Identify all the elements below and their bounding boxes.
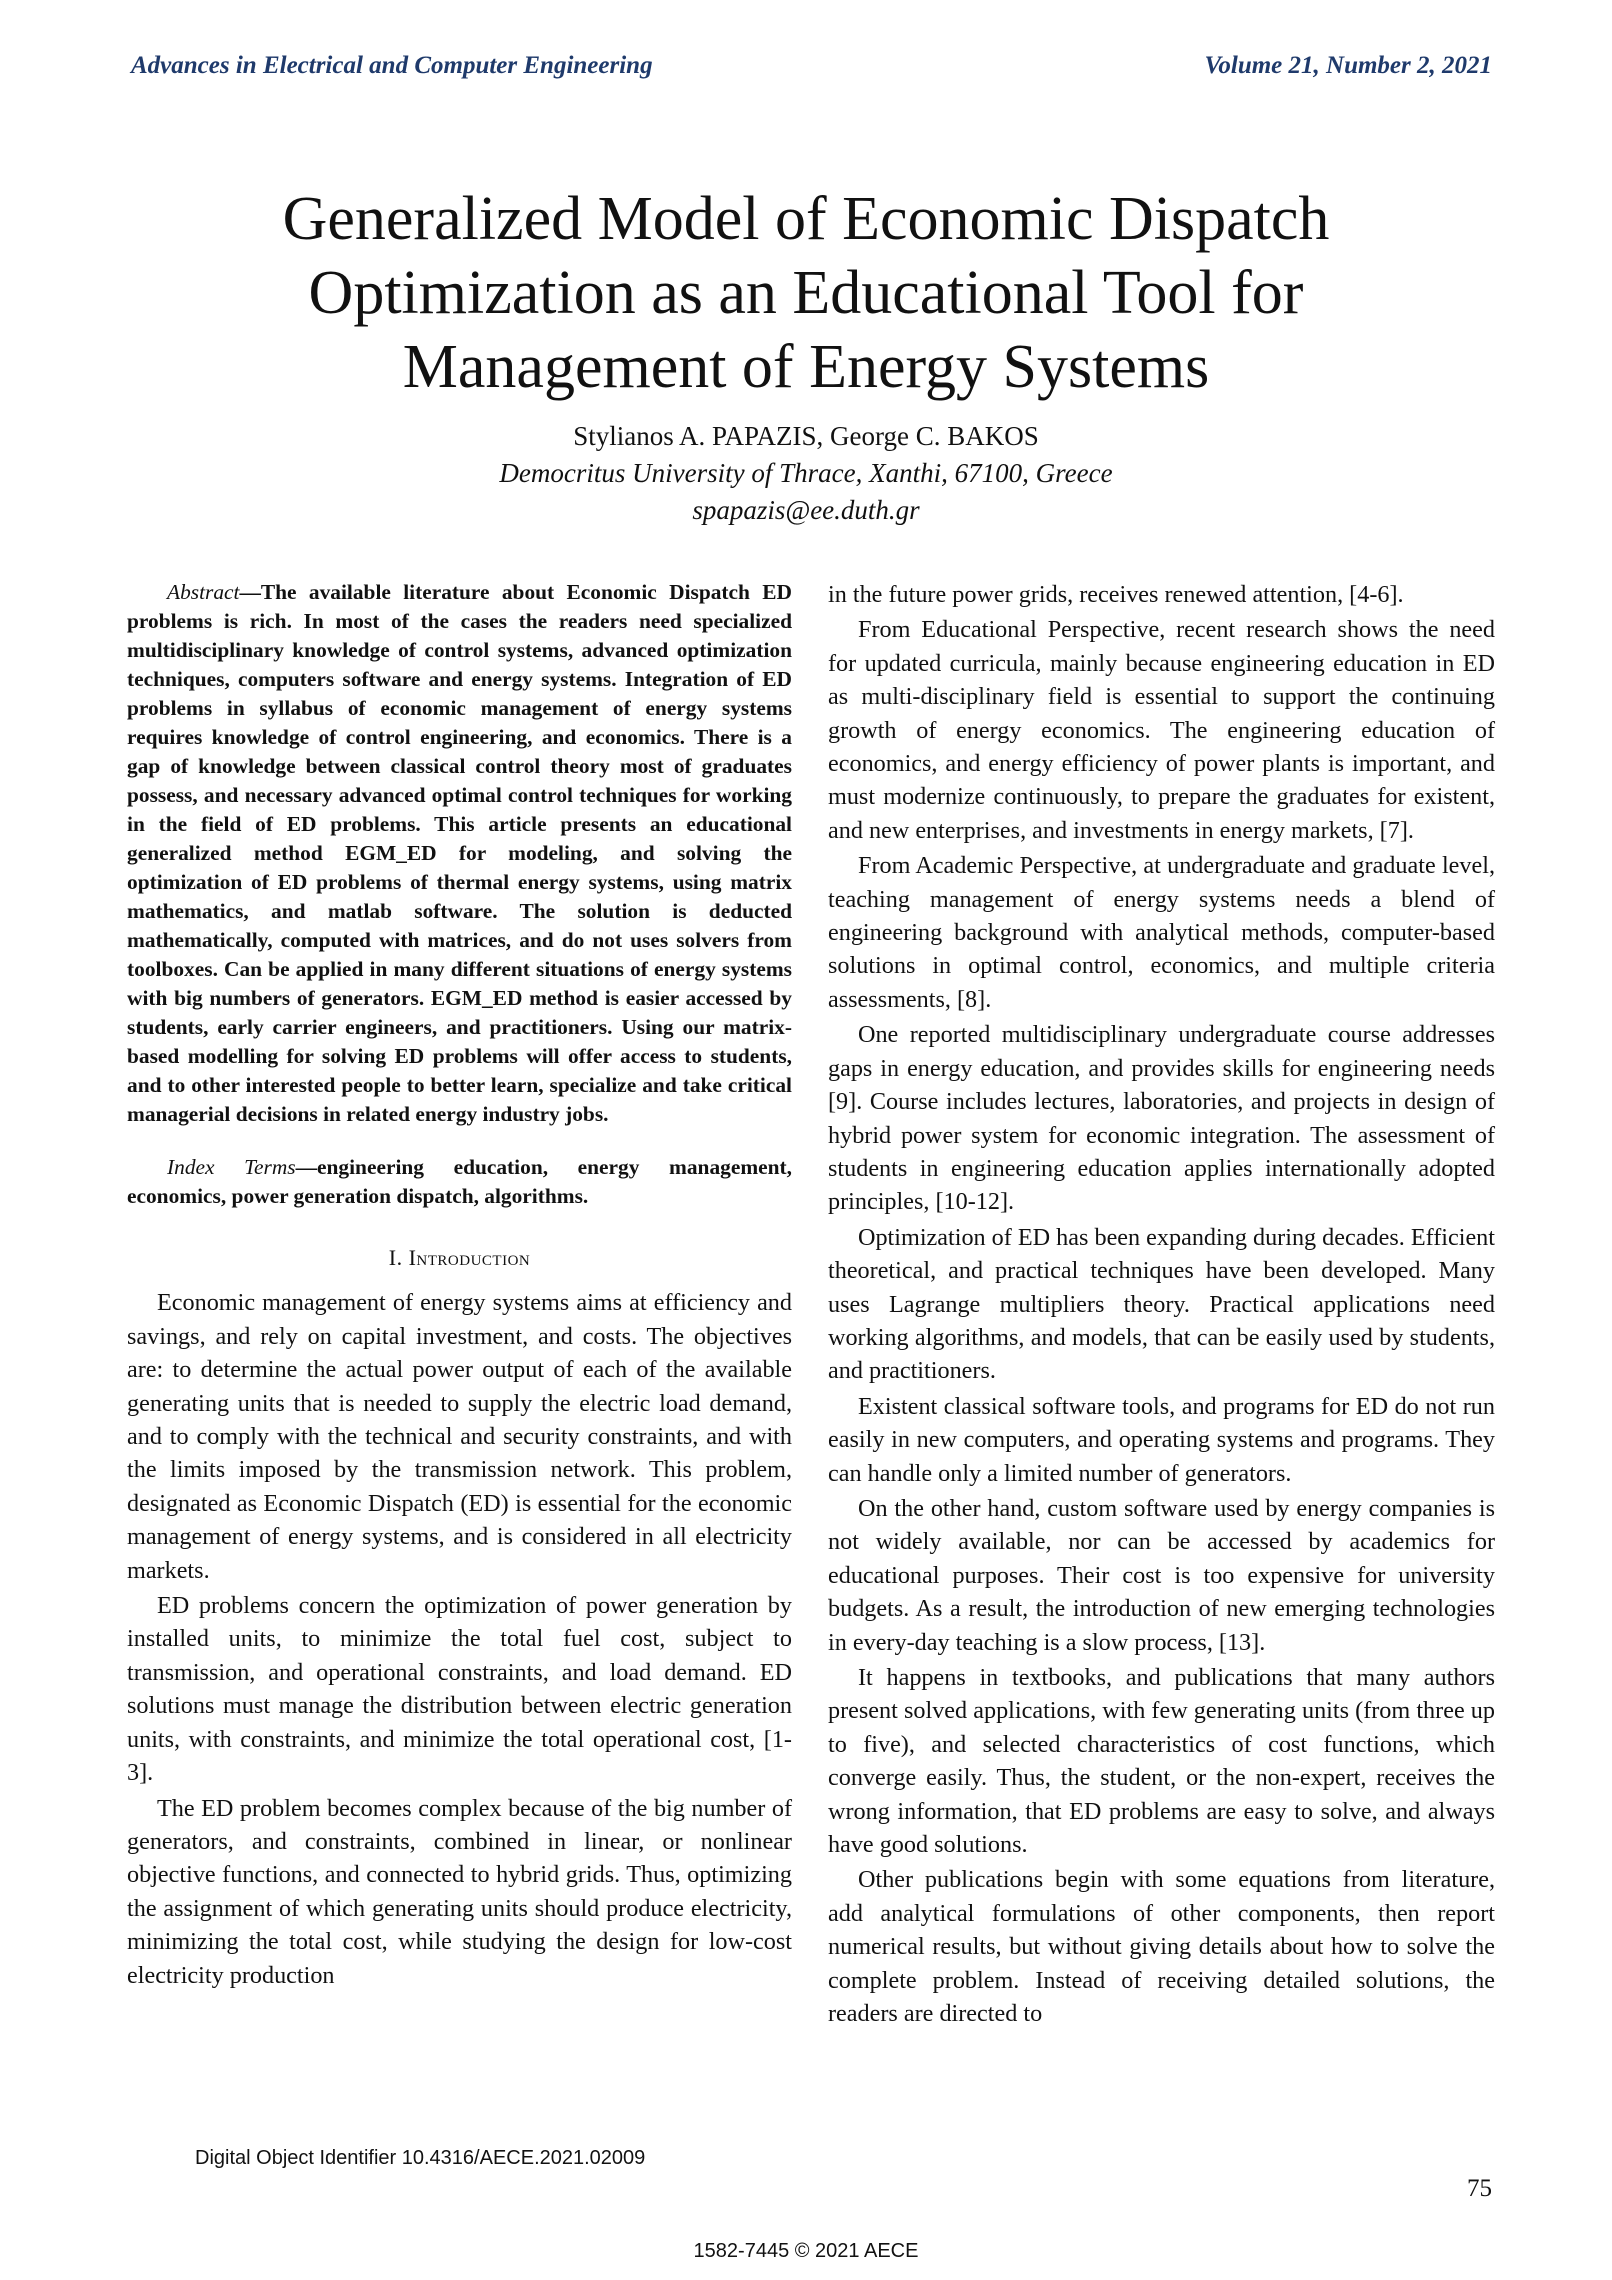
author-email: spapazis@ee.duth.gr [692, 495, 920, 525]
paragraph: From Academic Perspective, at undergraduate and graduate level, teaching management of energy systems needs a blend of engineering background with analytical methods, computer-based solutions in optimal control, economics, and multiple criteria assessments, [8]. [828, 852, 1495, 1013]
volume-info: Volume 21, Number 2, 2021 [1204, 52, 1492, 79]
abstract [127, 578, 792, 1129]
paragraph: The ED problem becomes complex because of the big number of generators, and constraints, combined in linear, or nonlinear objective functions, and connected to hybrid grids. Thus, optimizing the assignment of which generating units should produce electricity, minimizing the total cost, while studying the design for low-cost electricity production [127, 1794, 792, 1989]
paragraph: Economic management of energy systems aims at efficiency and savings, and rely on capital investment, and costs. The objectives are: to determine the actual power output of each of the available generating units that is needed to supply the electric load demand, and to comply with the technical and security constraints, and with the limits imposed by the transmission network. This problem, designated as Economic Dispatch (ED) is essential for the economic management of energy systems, and is considered in all electricity markets. [127, 1289, 792, 1584]
paragraph: in the future power grids, receives renewed attention, [4-6]. [828, 581, 1404, 608]
paragraph: Other publications begin with some equations from literature, add analytical formulations of other components, then report numerical results, but without giving details about how to solve the complete problem. Instead of receiving detailed solutions, the readers are directed to [828, 1866, 1495, 2028]
issn-copyright: 1582-7445 © 2021 AECE [693, 2240, 919, 2262]
section-title: Introduction [408, 1245, 531, 1270]
paragraph: On the other hand, custom software used by energy companies is not widely available, nor can be accessed by academics for educational purposes. Their cost is too expensive for university budgets. As a result, the introduction of new emerging technologies in every-day teaching is a slow process, [13]. [828, 1494, 1495, 1656]
authors: Stylianos A. PAPAZIS, George C. BAKOS [573, 421, 1039, 451]
affiliation: Democritus University of Thrace, Xanthi, 67100, Greece [499, 458, 1113, 488]
right-column [828, 578, 1495, 2030]
index-terms [127, 1153, 792, 1211]
abstract-label: Abstract [167, 580, 240, 604]
doi: Digital Object Identifier 10.4316/AECE.2021.02009 [195, 2147, 646, 2169]
paragraph: One reported multidisciplinary undergraduate course addresses gaps in energy education, and provides skills for engineering needs [9]. Course includes lectures, laboratories, and projects in design of hybrid power system for economic integration. The assessment of students in engineering education applies internationally adopted principles, [10-12]. [828, 1021, 1495, 1216]
section-number: I. [388, 1245, 403, 1270]
paragraph: From Educational Perspective, recent research shows the need for updated curricula, mainly because engineering education in ED as multi-disciplinary field is essential to support the continuing growth of energy economics. The engineering education of economics, and energy efficiency of power plants is important, and must modernize continuously, to prepare the graduates for existent, and new enterprises, and investments in energy markets, [7]. [828, 616, 1495, 844]
paragraph: ED problems concern the optimization of power generation by installed units, to minimize the total fuel cost, subject to transmission, and operational constraints, and load demand. ED solutions must manage the distribution between electric generation units, with constraints, and minimize the total operational cost, [1-3]. [127, 1592, 792, 1787]
index-terms-text: —engineering education, energy management, economics, power generation dispatch, algorithms. [127, 1155, 793, 1208]
paragraph: It happens in textbooks, and publications that many authors present solved applications, with few generating units (from three up to five), and selected characteristics of cost functions, which converge easily. Thus, the student, or the non-expert, receives the wrong information, that ED problems are easy to solve, and always have good solutions. [828, 1664, 1495, 1859]
section-heading [127, 1241, 792, 1274]
paragraph: Existent classical software tools, and programs for ED do not run easily in new computers, and operating systems and programs. They can handle only a limited number of generators. [828, 1392, 1495, 1487]
abstract-text: —The available literature about Economic Dispatch ED problems is rich. In most of the cases the readers need specialized multidisciplinary knowledge of control systems, advanced optimization techniques, computers software and energy systems. Integration of ED problems in syllabus of economic management of energy systems requires knowledge of control engineering, and economics. There is a gap of knowledge between classical control theory most of graduates possess, and necessary advanced optimal control techniques for working in the field of ED problems. This article presents an educational generalized method EGM_ED for modeling, and solving the optimization of ED problems of thermal energy systems, using matrix mathematics, and matlab software. The solution is deducted mathematically, computed with matrices, and do not uses solvers from toolboxes. Can be applied in many different situations of energy systems with big numbers of generators. EGM_ED method is easier accessed by students, early carrier engineers, and practitioners. Using our matrix-based modelling for solving ED problems will offer access to students, and to other interested people to better learn, specialize and take critical managerial decisions in related energy industry jobs. [127, 580, 792, 1126]
index-terms-label: Index Terms [167, 1155, 296, 1179]
page-number: 75 [1467, 2175, 1492, 2202]
left-column [127, 578, 792, 1992]
paragraph: Optimization of ED has been expanding during decades. Efficient theoretical, and practical techniques have been developed. Many uses Lagrange multipliers theory. Practical applications need working algorithms, and models, that can be easily used by students, and practitioners. [828, 1223, 1495, 1385]
paper-title: Generalized Model of Economic Dispatch Optimization as an Educational Tool for Management of Energy Systems [282, 184, 1330, 401]
journal-name: Advances in Electrical and Computer Engineering [131, 52, 653, 79]
